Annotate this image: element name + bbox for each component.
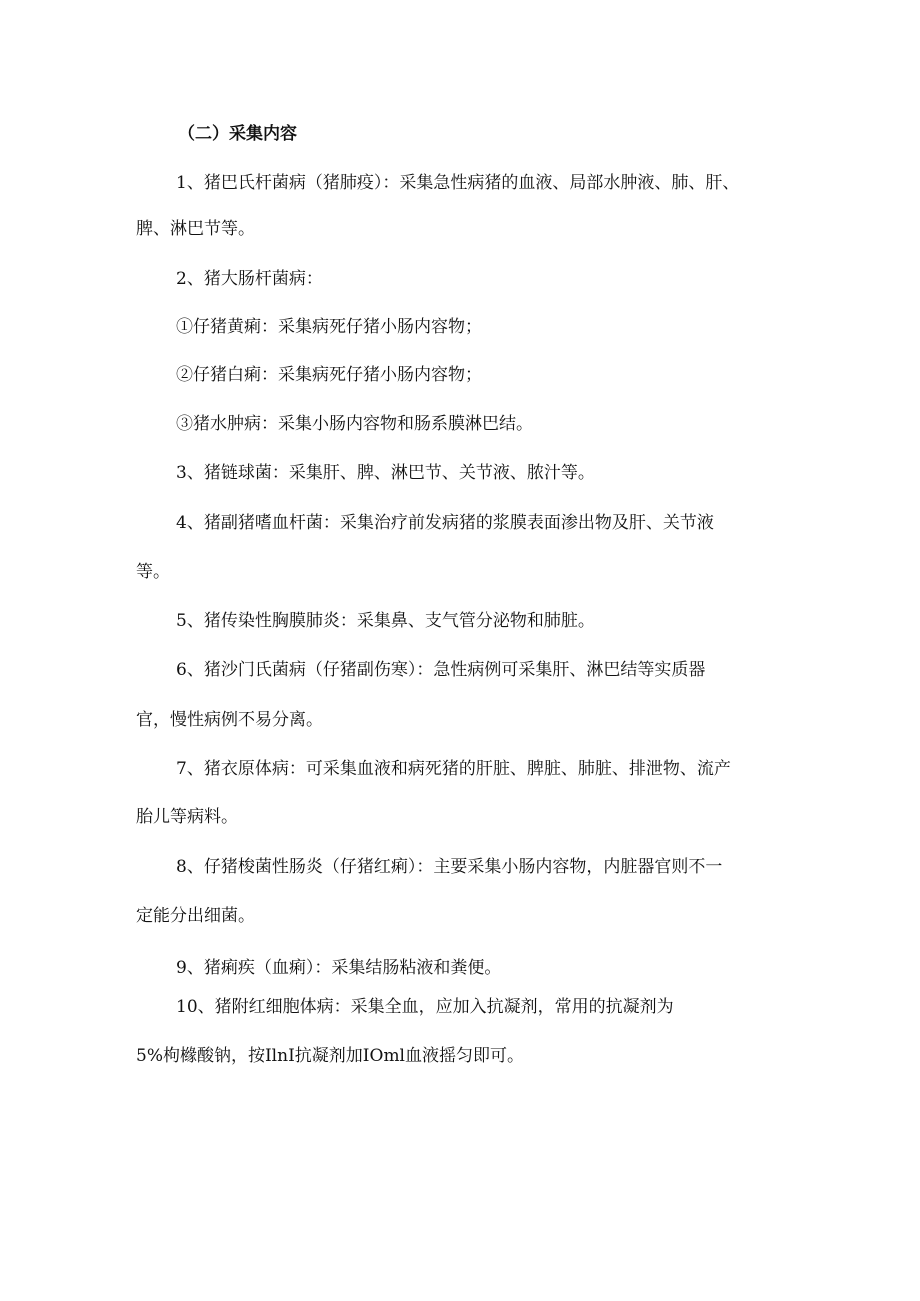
paragraph-line: 6、猪沙门氏菌病（仔猪副伤寒）：急性病例可采集肝、淋巴结等实质器 [176, 660, 706, 680]
section-heading: （二）采集内容 [178, 124, 297, 144]
paragraph-line: 5、猪传染性胸膜肺炎：采集鼻、支气管分泌物和肺脏。 [176, 611, 595, 631]
paragraph-line: 1、猪巴氏杆菌病（猪肺疫）：采集急性病猪的血液、局部水肿液、肺、肝、 [176, 173, 740, 193]
paragraph-line: ③猪水肿病：采集小肠内容物和肠系膜淋巴结。 [176, 414, 533, 434]
paragraph-line: 3、猪链球菌：采集肝、脾、淋巴节、关节液、脓汁等。 [176, 463, 595, 483]
paragraph-line: 4、猪副猪嗜血杆菌：采集治疗前发病猪的浆膜表面渗出物及肝、关节液 [176, 513, 714, 533]
paragraph-line: 脾、淋巴节等。 [136, 219, 255, 239]
paragraph-line: 7、猪衣原体病：可采集血液和病死猪的肝脏、脾脏、肺脏、排泄物、流产 [176, 759, 731, 779]
paragraph-line: 2、猪大肠杆菌病： [176, 269, 323, 289]
paragraph-line: ①仔猪黄痢：采集病死仔猪小肠内容物； [176, 317, 482, 337]
paragraph-line: 10、猪附红细胞体病：采集全血，应加入抗凝剂，常用的抗凝剂为 [176, 997, 674, 1017]
paragraph-line: 定能分出细菌。 [136, 906, 255, 926]
paragraph-line: 5%枸橼酸钠，按IlnI抗凝剂加IOml血液摇匀即可。 [136, 1046, 524, 1066]
paragraph-line: 官，慢性病例不易分离。 [136, 710, 323, 730]
paragraph-line: 胎儿等病料。 [136, 807, 238, 827]
paragraph-line: ②仔猪白痢：采集病死仔猪小肠内容物； [176, 365, 482, 385]
paragraph-line: 9、猪痢疾（血痢）：采集结肠粘液和粪便。 [176, 958, 502, 978]
paragraph-line: 等。 [136, 562, 170, 582]
paragraph-line: 8、仔猪梭菌性肠炎（仔猪红痢）：主要采集小肠内容物，内脏器官则不一 [176, 857, 723, 877]
